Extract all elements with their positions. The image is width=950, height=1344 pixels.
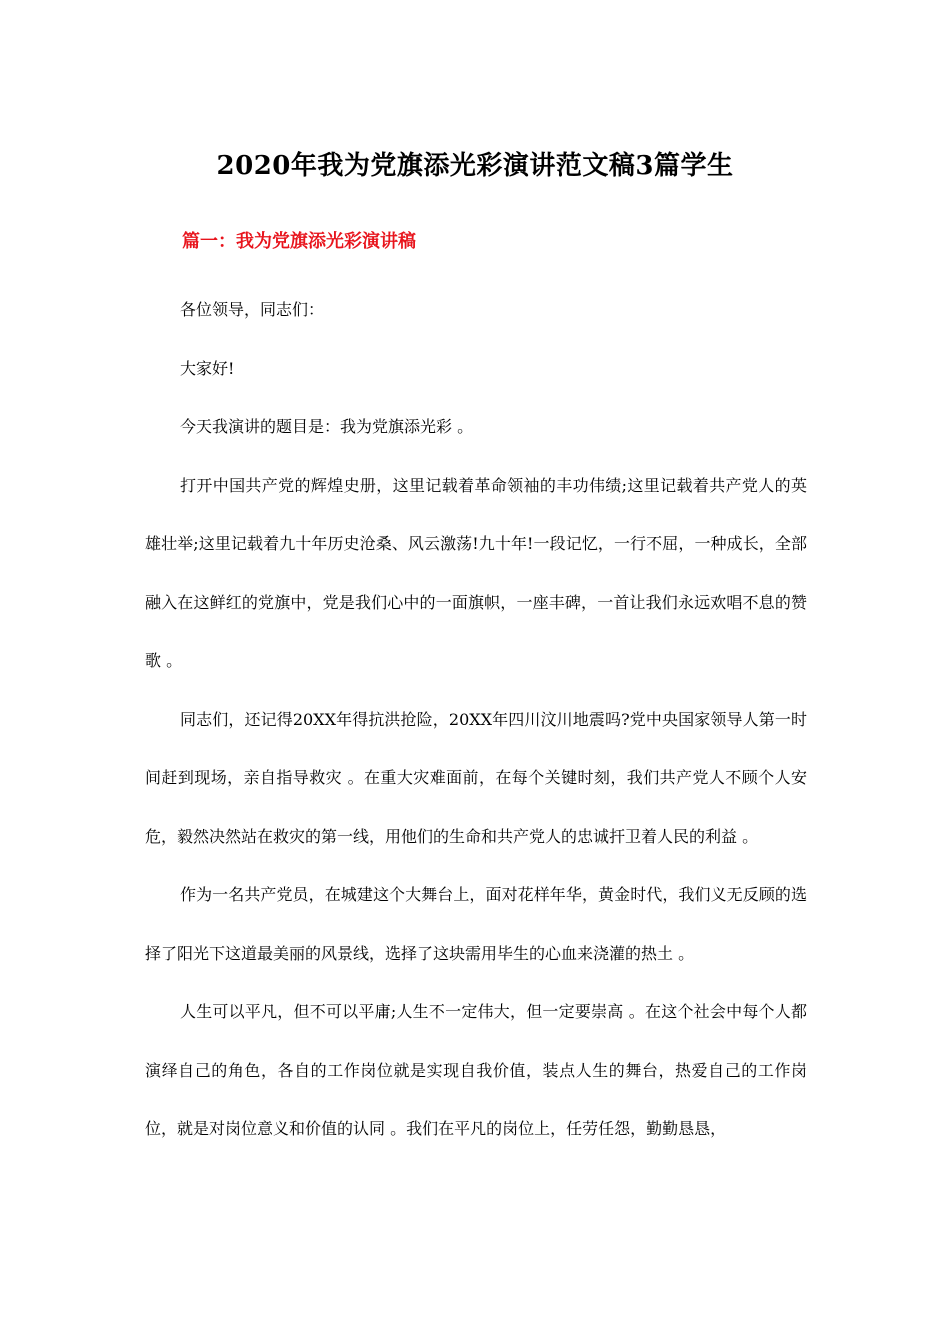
- document-body: [145, 281, 807, 1159]
- document-title: 2020年我为党旗添光彩演讲范文稿3篇学生: [216, 151, 734, 181]
- paragraph-life: 人生可以平凡，但不可以平庸;人生不一定伟大，但一定要崇高 。在这个社会中每个人都演绎自己的角色，各自的工作岗位就是实现自我价值，装点人生的舞台，热爱自己的工作岗位，就是对岗位意义和价值的认同 。我们在平凡的岗位上，任劳任怨，勤勤恳恳，: [145, 1002, 807, 1138]
- paragraph-hello: 大家好!: [180, 358, 235, 378]
- paragraph-disaster: 同志们，还记得20XX年得抗洪抢险，20XX年四川汶川地震吗?党中央国家领导人第一时间赶到现场，亲自指导救灾 。在重大灾难面前，在每个关键时刻，我们共产党人不顾个人安危，毅然决然站在救灾的第一线，用他们的生命和共产党人的忠诚扞卫着人民的利益 。: [145, 709, 807, 846]
- section-heading: 篇一：我为党旗添光彩演讲稿: [182, 231, 416, 252]
- paragraph-topic: 今天我演讲的题目是：我为党旗添光彩 。: [180, 417, 474, 436]
- paragraph-member: 作为一名共产党员，在城建这个大舞台上，面对花样年华，黄金时代，我们义无反顾的选择了阳光下这道最美丽的风景线，选择了这块需用毕生的心血来浇灌的热土 。: [145, 885, 807, 963]
- paragraph-greeting: 各位领导，同志们：: [180, 300, 325, 319]
- paragraph-history: 打开中国共产党的辉煌史册，这里记载着革命领袖的丰功伟绩;这里记载着共产党人的英雄壮举;这里记载着九十年历史沧桑、风云激荡!九十年!一段记忆，一行不屈，一种成长，全部融入在这鲜红的党旗中，党是我们心中的一面旗帜，一座丰碑，一首让我们永远欢唱不息的赞歌 。: [145, 475, 807, 670]
